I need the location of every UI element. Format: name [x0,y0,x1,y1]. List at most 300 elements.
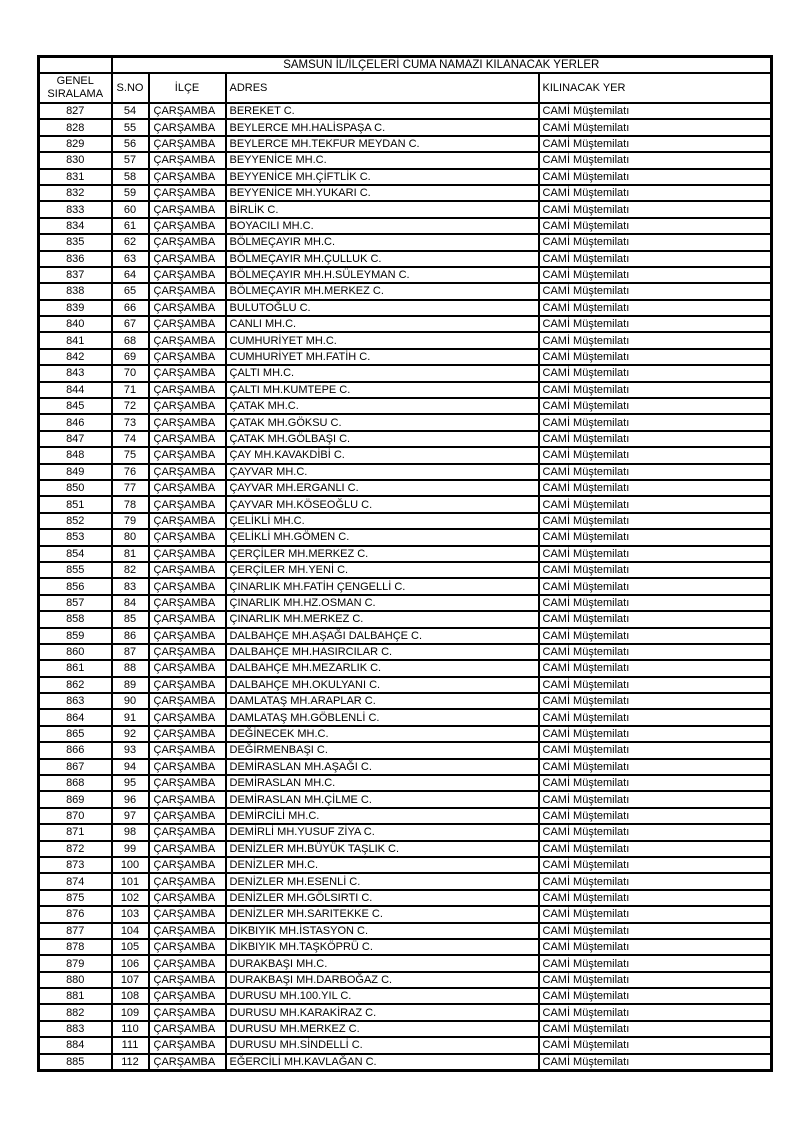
cell-ilce: ÇARŞAMBA [149,693,226,709]
cell-adres: BÖLMEÇAYIR MH.ÇULLUK C. [226,251,539,267]
cell-adres: BEYYENİCE MH.ÇİFTLİK C. [226,169,539,185]
cell-s-no: 90 [112,693,149,709]
table-row [39,562,772,578]
cell-kilinacak-yer: CAMİ Müştemilatı [539,595,772,611]
cell-genel-siralama: 837 [39,267,112,283]
cell-kilinacak-yer: CAMİ Müştemilatı [539,382,772,398]
cell-ilce: ÇARŞAMBA [149,841,226,857]
table-row [39,316,772,332]
table-row [39,1037,772,1053]
cell-kilinacak-yer: CAMİ Müştemilatı [539,955,772,971]
cell-kilinacak-yer: CAMİ Müştemilatı [539,103,772,119]
cell-adres: BEYYENİCE MH.C. [226,152,539,168]
cell-genel-siralama: 860 [39,644,112,660]
cell-kilinacak-yer: CAMİ Müştemilatı [539,464,772,480]
cell-kilinacak-yer: CAMİ Müştemilatı [539,119,772,135]
cell-kilinacak-yer: CAMİ Müştemilatı [539,251,772,267]
cell-kilinacak-yer: CAMİ Müştemilatı [539,152,772,168]
cell-adres: DAMLATAŞ MH.GÖBLENLİ C. [226,709,539,725]
cell-ilce: ÇARŞAMBA [149,300,226,316]
cell-s-no: 82 [112,562,149,578]
cell-kilinacak-yer: CAMİ Müştemilatı [539,923,772,939]
cell-s-no: 72 [112,398,149,414]
table-row [39,890,772,906]
cell-ilce: ÇARŞAMBA [149,824,226,840]
cell-adres: CANLI MH.C. [226,316,539,332]
cell-kilinacak-yer: CAMİ Müştemilatı [539,201,772,217]
cell-ilce: ÇARŞAMBA [149,988,226,1004]
cell-adres: DURUSU MH.KARAKİRAZ C. [226,1004,539,1020]
cell-genel-siralama: 875 [39,890,112,906]
cell-ilce: ÇARŞAMBA [149,759,226,775]
cell-adres: BEYYENİCE MH.YUKARI C. [226,185,539,201]
table-row [39,513,772,529]
table-title-row [39,57,772,74]
cell-s-no: 78 [112,496,149,512]
column-header-adres: ADRES [226,73,539,103]
cell-kilinacak-yer: CAMİ Müştemilatı [539,1037,772,1053]
cell-kilinacak-yer: CAMİ Müştemilatı [539,742,772,758]
table-row [39,742,772,758]
cell-s-no: 87 [112,644,149,660]
cell-genel-siralama: 867 [39,759,112,775]
cell-genel-siralama: 885 [39,1054,112,1071]
cell-genel-siralama: 856 [39,578,112,594]
cell-s-no: 54 [112,103,149,119]
cell-adres: DURUSU MH.SİNDELLİ C. [226,1037,539,1053]
cell-adres: ÇATAK MH.GÖLBAŞI C. [226,431,539,447]
cell-s-no: 107 [112,972,149,988]
document-page [37,55,773,1072]
cell-ilce: ÇARŞAMBA [149,332,226,348]
cell-ilce: ÇARŞAMBA [149,447,226,463]
cell-ilce: ÇARŞAMBA [149,382,226,398]
cell-adres: CUMHURİYET MH.C. [226,332,539,348]
cell-kilinacak-yer: CAMİ Müştemilatı [539,939,772,955]
cell-s-no: 80 [112,529,149,545]
cell-ilce: ÇARŞAMBA [149,152,226,168]
table-row [39,546,772,562]
cell-s-no: 57 [112,152,149,168]
table-row [39,759,772,775]
cell-adres: ÇALTI MH.C. [226,365,539,381]
cell-genel-siralama: 843 [39,365,112,381]
cell-kilinacak-yer: CAMİ Müştemilatı [539,677,772,693]
cell-s-no: 70 [112,365,149,381]
cell-ilce: ÇARŞAMBA [149,726,226,742]
cell-kilinacak-yer: CAMİ Müştemilatı [539,988,772,1004]
cell-genel-siralama: 845 [39,398,112,414]
cell-ilce: ÇARŞAMBA [149,316,226,332]
table-row [39,103,772,119]
cell-ilce: ÇARŞAMBA [149,628,226,644]
cell-s-no: 104 [112,923,149,939]
cell-kilinacak-yer: CAMİ Müştemilatı [539,1004,772,1020]
cell-s-no: 93 [112,742,149,758]
table-row [39,726,772,742]
cell-adres: DALBAHÇE MH.AŞAĞI DALBAHÇE C. [226,628,539,644]
cell-kilinacak-yer: CAMİ Müştemilatı [539,972,772,988]
cell-genel-siralama: 871 [39,824,112,840]
cell-adres: ÇERÇİLER MH.YENİ C. [226,562,539,578]
table-row [39,988,772,1004]
cell-s-no: 67 [112,316,149,332]
cell-genel-siralama: 829 [39,136,112,152]
cell-ilce: ÇARŞAMBA [149,1037,226,1053]
cell-ilce: ÇARŞAMBA [149,398,226,414]
cell-ilce: ÇARŞAMBA [149,513,226,529]
table-row [39,857,772,873]
table-row [39,808,772,824]
cell-genel-siralama: 850 [39,480,112,496]
table-row [39,873,772,889]
cell-kilinacak-yer: CAMİ Müştemilatı [539,775,772,791]
cell-s-no: 79 [112,513,149,529]
cell-kilinacak-yer: CAMİ Müştemilatı [539,759,772,775]
cell-s-no: 91 [112,709,149,725]
cell-s-no: 103 [112,906,149,922]
cell-ilce: ÇARŞAMBA [149,1054,226,1071]
cell-kilinacak-yer: CAMİ Müştemilatı [539,267,772,283]
cell-kilinacak-yer: CAMİ Müştemilatı [539,890,772,906]
cell-kilinacak-yer: CAMİ Müştemilatı [539,332,772,348]
cell-adres: DENİZLER MH.ESENLİ C. [226,873,539,889]
cell-genel-siralama: 881 [39,988,112,1004]
cell-kilinacak-yer: CAMİ Müştemilatı [539,808,772,824]
table-title: SAMSUN İL/İLÇELERİ CUMA NAMAZI KILANACAK YERLER [112,57,772,74]
cell-genel-siralama: 862 [39,677,112,693]
cell-adres: DENİZLER MH.GÖLSIRTI C. [226,890,539,906]
cell-s-no: 100 [112,857,149,873]
cell-kilinacak-yer: CAMİ Müştemilatı [539,578,772,594]
cell-s-no: 61 [112,218,149,234]
cell-genel-siralama: 879 [39,955,112,971]
cell-genel-siralama: 828 [39,119,112,135]
table-row [39,906,772,922]
cell-genel-siralama: 834 [39,218,112,234]
cell-s-no: 86 [112,628,149,644]
table-row [39,1021,772,1037]
cell-s-no: 77 [112,480,149,496]
cell-ilce: ÇARŞAMBA [149,906,226,922]
cell-kilinacak-yer: CAMİ Müştemilatı [539,349,772,365]
cell-genel-siralama: 884 [39,1037,112,1053]
cell-ilce: ÇARŞAMBA [149,349,226,365]
cell-adres: DİKBIYIK MH.İSTASYON C. [226,923,539,939]
cell-ilce: ÇARŞAMBA [149,267,226,283]
table-row [39,628,772,644]
cell-s-no: 63 [112,251,149,267]
table-row [39,496,772,512]
cell-ilce: ÇARŞAMBA [149,546,226,562]
cell-adres: ÇATAK MH.GÖKSU C. [226,414,539,430]
cell-s-no: 64 [112,267,149,283]
table-row [39,382,772,398]
cell-kilinacak-yer: CAMİ Müştemilatı [539,300,772,316]
table-row [39,398,772,414]
cell-genel-siralama: 831 [39,169,112,185]
cell-genel-siralama: 841 [39,332,112,348]
cell-ilce: ÇARŞAMBA [149,529,226,545]
cell-s-no: 88 [112,660,149,676]
table-row [39,677,772,693]
cell-genel-siralama: 848 [39,447,112,463]
cell-kilinacak-yer: CAMİ Müştemilatı [539,169,772,185]
table-row [39,464,772,480]
table-row [39,644,772,660]
cell-s-no: 106 [112,955,149,971]
cell-s-no: 75 [112,447,149,463]
cell-adres: DENİZLER MH.SARITEKKE C. [226,906,539,922]
column-header-s-no: S.NO [112,73,149,103]
cell-ilce: ÇARŞAMBA [149,169,226,185]
cell-genel-siralama: 832 [39,185,112,201]
cell-s-no: 112 [112,1054,149,1071]
cell-s-no: 89 [112,677,149,693]
cell-s-no: 68 [112,332,149,348]
cell-kilinacak-yer: CAMİ Müştemilatı [539,791,772,807]
cell-genel-siralama: 835 [39,234,112,250]
cell-genel-siralama: 861 [39,660,112,676]
prayer-locations-table [37,55,773,1072]
table-row [39,709,772,725]
cell-ilce: ÇARŞAMBA [149,496,226,512]
cell-adres: ÇAYVAR MH.KÖSEOĞLU C. [226,496,539,512]
cell-kilinacak-yer: CAMİ Müştemilatı [539,644,772,660]
cell-s-no: 59 [112,185,149,201]
cell-adres: ÇINARLIK MH.HZ.OSMAN C. [226,595,539,611]
cell-adres: DURUSU MH.MERKEZ C. [226,1021,539,1037]
cell-kilinacak-yer: CAMİ Müştemilatı [539,873,772,889]
cell-ilce: ÇARŞAMBA [149,775,226,791]
table-row [39,923,772,939]
cell-kilinacak-yer: CAMİ Müştemilatı [539,316,772,332]
cell-kilinacak-yer: CAMİ Müştemilatı [539,185,772,201]
table-row [39,693,772,709]
cell-ilce: ÇARŞAMBA [149,185,226,201]
cell-ilce: ÇARŞAMBA [149,791,226,807]
cell-genel-siralama: 864 [39,709,112,725]
cell-ilce: ÇARŞAMBA [149,562,226,578]
cell-kilinacak-yer: CAMİ Müştemilatı [539,234,772,250]
cell-kilinacak-yer: CAMİ Müştemilatı [539,693,772,709]
table-row [39,595,772,611]
cell-ilce: ÇARŞAMBA [149,365,226,381]
table-row [39,234,772,250]
cell-adres: ÇATAK MH.C. [226,398,539,414]
table-row [39,332,772,348]
cell-adres: BEYLERCE MH.TEKFUR MEYDAN C. [226,136,539,152]
cell-s-no: 94 [112,759,149,775]
table-row [39,300,772,316]
cell-s-no: 108 [112,988,149,1004]
cell-ilce: ÇARŞAMBA [149,660,226,676]
table-row [39,365,772,381]
cell-kilinacak-yer: CAMİ Müştemilatı [539,283,772,299]
cell-adres: DENİZLER MH.BÜYÜK TAŞLIK C. [226,841,539,857]
cell-kilinacak-yer: CAMİ Müştemilatı [539,218,772,234]
cell-ilce: ÇARŞAMBA [149,709,226,725]
cell-ilce: ÇARŞAMBA [149,857,226,873]
table-header-row [39,73,772,103]
cell-s-no: 99 [112,841,149,857]
table-row [39,218,772,234]
cell-adres: ÇAYVAR MH.C. [226,464,539,480]
cell-genel-siralama: 858 [39,611,112,627]
cell-genel-siralama: 868 [39,775,112,791]
cell-genel-siralama: 830 [39,152,112,168]
cell-adres: DAMLATAŞ MH.ARAPLAR C. [226,693,539,709]
cell-s-no: 66 [112,300,149,316]
cell-ilce: ÇARŞAMBA [149,955,226,971]
table-row [39,169,772,185]
cell-kilinacak-yer: CAMİ Müştemilatı [539,1021,772,1037]
cell-ilce: ÇARŞAMBA [149,644,226,660]
cell-kilinacak-yer: CAMİ Müştemilatı [539,841,772,857]
cell-s-no: 76 [112,464,149,480]
cell-adres: ÇAYVAR MH.ERGANLI C. [226,480,539,496]
cell-s-no: 65 [112,283,149,299]
cell-ilce: ÇARŞAMBA [149,595,226,611]
cell-ilce: ÇARŞAMBA [149,103,226,119]
table-row [39,414,772,430]
cell-ilce: ÇARŞAMBA [149,119,226,135]
cell-adres: DEMİRASLAN MH.AŞAĞI C. [226,759,539,775]
cell-genel-siralama: 855 [39,562,112,578]
cell-ilce: ÇARŞAMBA [149,611,226,627]
cell-ilce: ÇARŞAMBA [149,972,226,988]
table-row [39,660,772,676]
cell-adres: ÇINARLIK MH.FATİH ÇENGELLİ C. [226,578,539,594]
cell-genel-siralama: 874 [39,873,112,889]
cell-genel-siralama: 839 [39,300,112,316]
cell-adres: ÇALTI MH.KUMTEPE C. [226,382,539,398]
cell-ilce: ÇARŞAMBA [149,923,226,939]
cell-s-no: 55 [112,119,149,135]
cell-s-no: 60 [112,201,149,217]
cell-genel-siralama: 847 [39,431,112,447]
cell-kilinacak-yer: CAMİ Müştemilatı [539,431,772,447]
table-row [39,152,772,168]
cell-genel-siralama: 870 [39,808,112,824]
cell-ilce: ÇARŞAMBA [149,742,226,758]
table-row [39,841,772,857]
table-row [39,611,772,627]
cell-genel-siralama: 883 [39,1021,112,1037]
cell-s-no: 110 [112,1021,149,1037]
cell-ilce: ÇARŞAMBA [149,283,226,299]
table-row [39,775,772,791]
table-row [39,447,772,463]
cell-adres: BEYLERCE MH.HALİSPAŞA C. [226,119,539,135]
cell-ilce: ÇARŞAMBA [149,677,226,693]
table-row [39,267,772,283]
table-row [39,824,772,840]
column-header-genel-siralama: GENEL SIRALAMA [39,73,112,103]
cell-s-no: 83 [112,578,149,594]
cell-adres: BÖLMEÇAYIR MH.MERKEZ C. [226,283,539,299]
cell-ilce: ÇARŞAMBA [149,234,226,250]
cell-genel-siralama: 844 [39,382,112,398]
table-row [39,791,772,807]
cell-adres: DENİZLER MH.C. [226,857,539,873]
cell-genel-siralama: 833 [39,201,112,217]
cell-adres: DURUSU MH.100.YIL C. [226,988,539,1004]
cell-adres: DALBAHÇE MH.OKULYANI C. [226,677,539,693]
cell-s-no: 101 [112,873,149,889]
column-header-kilinacak-yer: KILINACAK YER [539,73,772,103]
table-row [39,136,772,152]
cell-s-no: 58 [112,169,149,185]
cell-kilinacak-yer: CAMİ Müştemilatı [539,562,772,578]
cell-adres: DALBAHÇE MH.MEZARLIK C. [226,660,539,676]
cell-genel-siralama: 852 [39,513,112,529]
cell-adres: ÇELİKLİ MH.C. [226,513,539,529]
cell-ilce: ÇARŞAMBA [149,808,226,824]
cell-kilinacak-yer: CAMİ Müştemilatı [539,513,772,529]
title-spacer-cell [39,57,112,74]
cell-adres: DİKBIYIK MH.TAŞKÖPRÜ C. [226,939,539,955]
cell-genel-siralama: 882 [39,1004,112,1020]
cell-s-no: 96 [112,791,149,807]
cell-ilce: ÇARŞAMBA [149,251,226,267]
cell-adres: BÖLMEÇAYIR MH.C. [226,234,539,250]
table-row [39,1004,772,1020]
cell-adres: ÇERÇİLER MH.MERKEZ C. [226,546,539,562]
cell-s-no: 105 [112,939,149,955]
cell-kilinacak-yer: CAMİ Müştemilatı [539,136,772,152]
cell-adres: ÇELİKLİ MH.GÖMEN C. [226,529,539,545]
cell-adres: ÇINARLIK MH.MERKEZ C. [226,611,539,627]
cell-kilinacak-yer: CAMİ Müştemilatı [539,414,772,430]
cell-kilinacak-yer: CAMİ Müştemilatı [539,447,772,463]
cell-adres: DEMİRLİ MH.YUSUF ZİYA C. [226,824,539,840]
cell-kilinacak-yer: CAMİ Müştemilatı [539,611,772,627]
table-row [39,185,772,201]
cell-s-no: 97 [112,808,149,824]
cell-adres: DALBAHÇE MH.HASIRCILAR C. [226,644,539,660]
cell-genel-siralama: 838 [39,283,112,299]
cell-genel-siralama: 854 [39,546,112,562]
cell-ilce: ÇARŞAMBA [149,136,226,152]
cell-s-no: 109 [112,1004,149,1020]
table-row [39,955,772,971]
cell-ilce: ÇARŞAMBA [149,1004,226,1020]
cell-s-no: 71 [112,382,149,398]
cell-s-no: 85 [112,611,149,627]
cell-genel-siralama: 836 [39,251,112,267]
cell-kilinacak-yer: CAMİ Müştemilatı [539,546,772,562]
table-row [39,1054,772,1071]
cell-s-no: 92 [112,726,149,742]
cell-ilce: ÇARŞAMBA [149,480,226,496]
cell-s-no: 98 [112,824,149,840]
table-row [39,431,772,447]
cell-kilinacak-yer: CAMİ Müştemilatı [539,365,772,381]
cell-adres: DEĞİRMENBAŞI C. [226,742,539,758]
cell-s-no: 62 [112,234,149,250]
cell-genel-siralama: 876 [39,906,112,922]
cell-s-no: 111 [112,1037,149,1053]
cell-ilce: ÇARŞAMBA [149,464,226,480]
cell-adres: EĞERCİLİ MH.KAVLAĞAN C. [226,1054,539,1071]
table-body [39,103,772,1071]
table-row [39,529,772,545]
table-row [39,939,772,955]
table-row [39,119,772,135]
cell-kilinacak-yer: CAMİ Müştemilatı [539,480,772,496]
cell-kilinacak-yer: CAMİ Müştemilatı [539,857,772,873]
